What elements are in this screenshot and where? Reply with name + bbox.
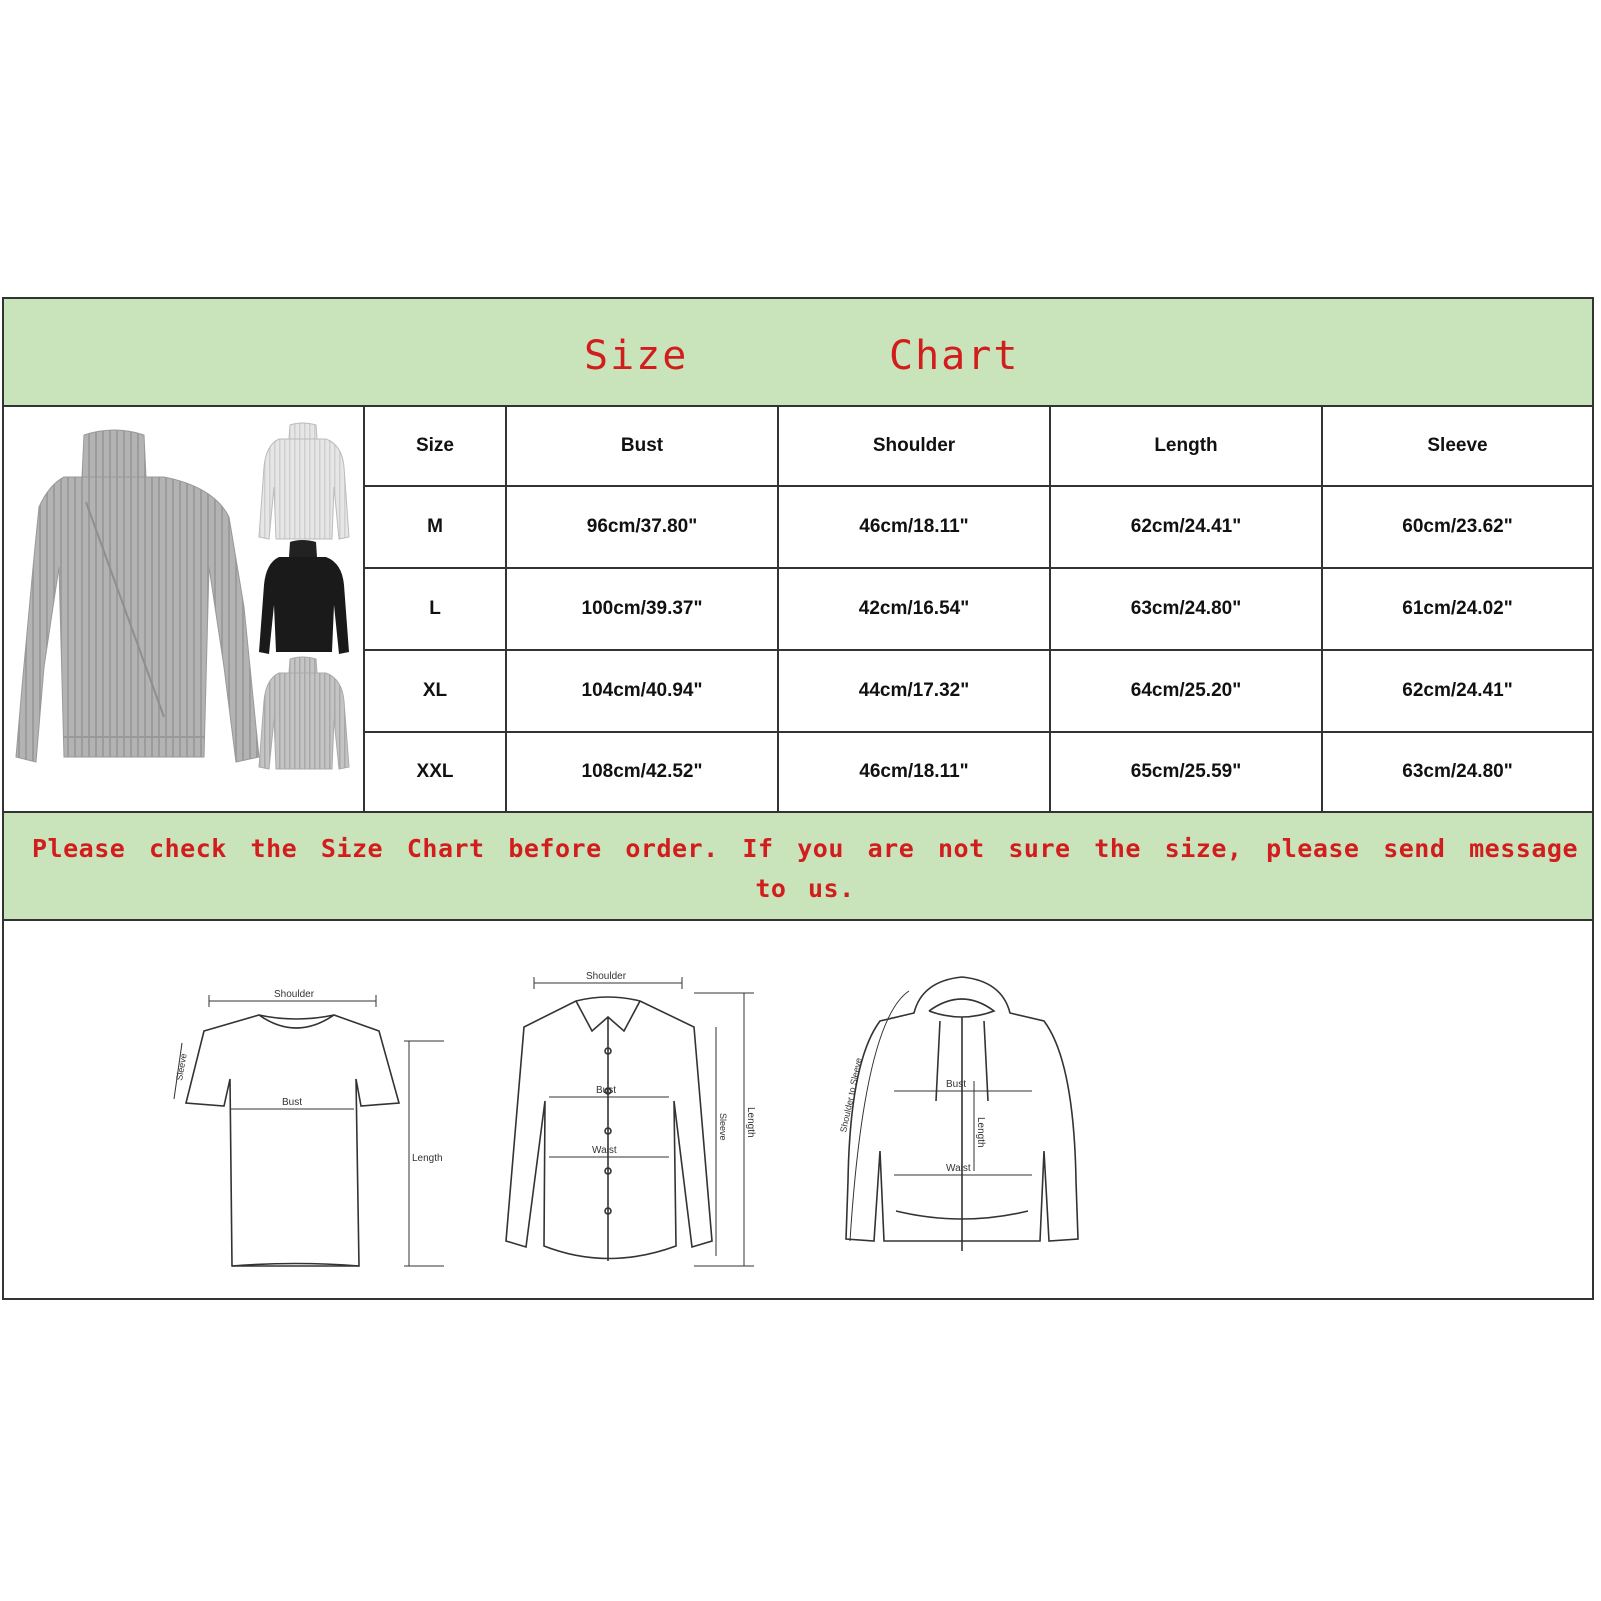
sleeve-cell: 62cm/24.41" — [1322, 650, 1592, 732]
size-chart-frame — [2, 297, 1594, 1300]
notice-band — [4, 811, 1592, 921]
notice-text: Please check the Size Chart before order. If you are not sure the size, please send message to us. — [32, 834, 1578, 903]
hoodie-waist-label: Waist — [946, 1163, 971, 1174]
size-cell: L — [365, 568, 506, 650]
shirt-shoulder-label: Shoulder — [586, 971, 627, 982]
shirt-waist-label: Waist — [592, 1145, 617, 1156]
size-cell: M — [365, 486, 506, 568]
header-length: Length — [1050, 407, 1322, 486]
header-shoulder: Shoulder — [778, 407, 1050, 486]
black-sweater-thumbnail — [259, 540, 349, 654]
header-bust: Bust — [506, 407, 778, 486]
bust-cell: 108cm/42.52" — [506, 732, 778, 811]
bust-cell: 100cm/39.37" — [506, 568, 778, 650]
shirt-length-label: Length — [745, 1107, 756, 1138]
table-header-row — [365, 407, 1592, 486]
length-cell: 65cm/25.59" — [1050, 732, 1322, 811]
tshirt-sleeve-label: Sleeve — [174, 1052, 189, 1082]
title-word-size: Size — [584, 333, 689, 379]
grey-sweater-thumbnail — [259, 657, 349, 769]
tshirt-length-label: Length — [412, 1153, 443, 1164]
length-cell: 64cm/25.20" — [1050, 650, 1322, 732]
table-row — [365, 650, 1592, 732]
shoulder-cell: 42cm/16.54" — [778, 568, 1050, 650]
measurement-diagram-svg — [4, 921, 1592, 1298]
bust-cell: 104cm/40.94" — [506, 650, 778, 732]
product-photos — [4, 407, 365, 811]
white-sweater-thumbnail — [259, 423, 349, 539]
shoulder-cell: 46cm/18.11" — [778, 486, 1050, 568]
shoulder-cell: 44cm/17.32" — [778, 650, 1050, 732]
title-word-chart: Chart — [889, 333, 1020, 379]
main-sweater-image — [16, 430, 259, 762]
length-cell: 62cm/24.41" — [1050, 486, 1322, 568]
length-cell: 63cm/24.80" — [1050, 568, 1322, 650]
shirt-sleeve-label: Sleeve — [718, 1113, 728, 1141]
bust-cell: 96cm/37.80" — [506, 486, 778, 568]
shoulder-cell: 46cm/18.11" — [778, 732, 1050, 811]
title-band — [4, 299, 1592, 407]
tshirt-bust-label: Bust — [282, 1097, 303, 1108]
table-row — [365, 732, 1592, 811]
measurement-diagrams — [4, 921, 1592, 1298]
shirt-outline-icon — [506, 977, 754, 1266]
header-sleeve: Sleeve — [1322, 407, 1592, 486]
sleeve-cell: 61cm/24.02" — [1322, 568, 1592, 650]
table-row — [365, 568, 1592, 650]
tshirt-shoulder-label: Shoulder — [274, 989, 315, 1000]
sleeve-cell: 63cm/24.80" — [1322, 732, 1592, 811]
header-size: Size — [365, 407, 506, 486]
size-table — [365, 407, 1592, 811]
hoodie-length-label: Length — [975, 1117, 986, 1148]
hoodie-bust-label: Bust — [946, 1079, 967, 1090]
shirt-bust-label: Bust — [596, 1085, 617, 1096]
sleeve-cell: 60cm/23.62" — [1322, 486, 1592, 568]
table-row — [365, 486, 1592, 568]
size-cell: XXL — [365, 732, 506, 811]
hoodie-outline-icon — [846, 977, 1078, 1251]
size-cell: XL — [365, 650, 506, 732]
hoodie-shoulder-to-sleeve-label: Shoulder to Sleeve — [838, 1056, 864, 1134]
turtleneck-sweater-photos — [4, 407, 363, 811]
tshirt-outline-icon — [174, 995, 444, 1266]
